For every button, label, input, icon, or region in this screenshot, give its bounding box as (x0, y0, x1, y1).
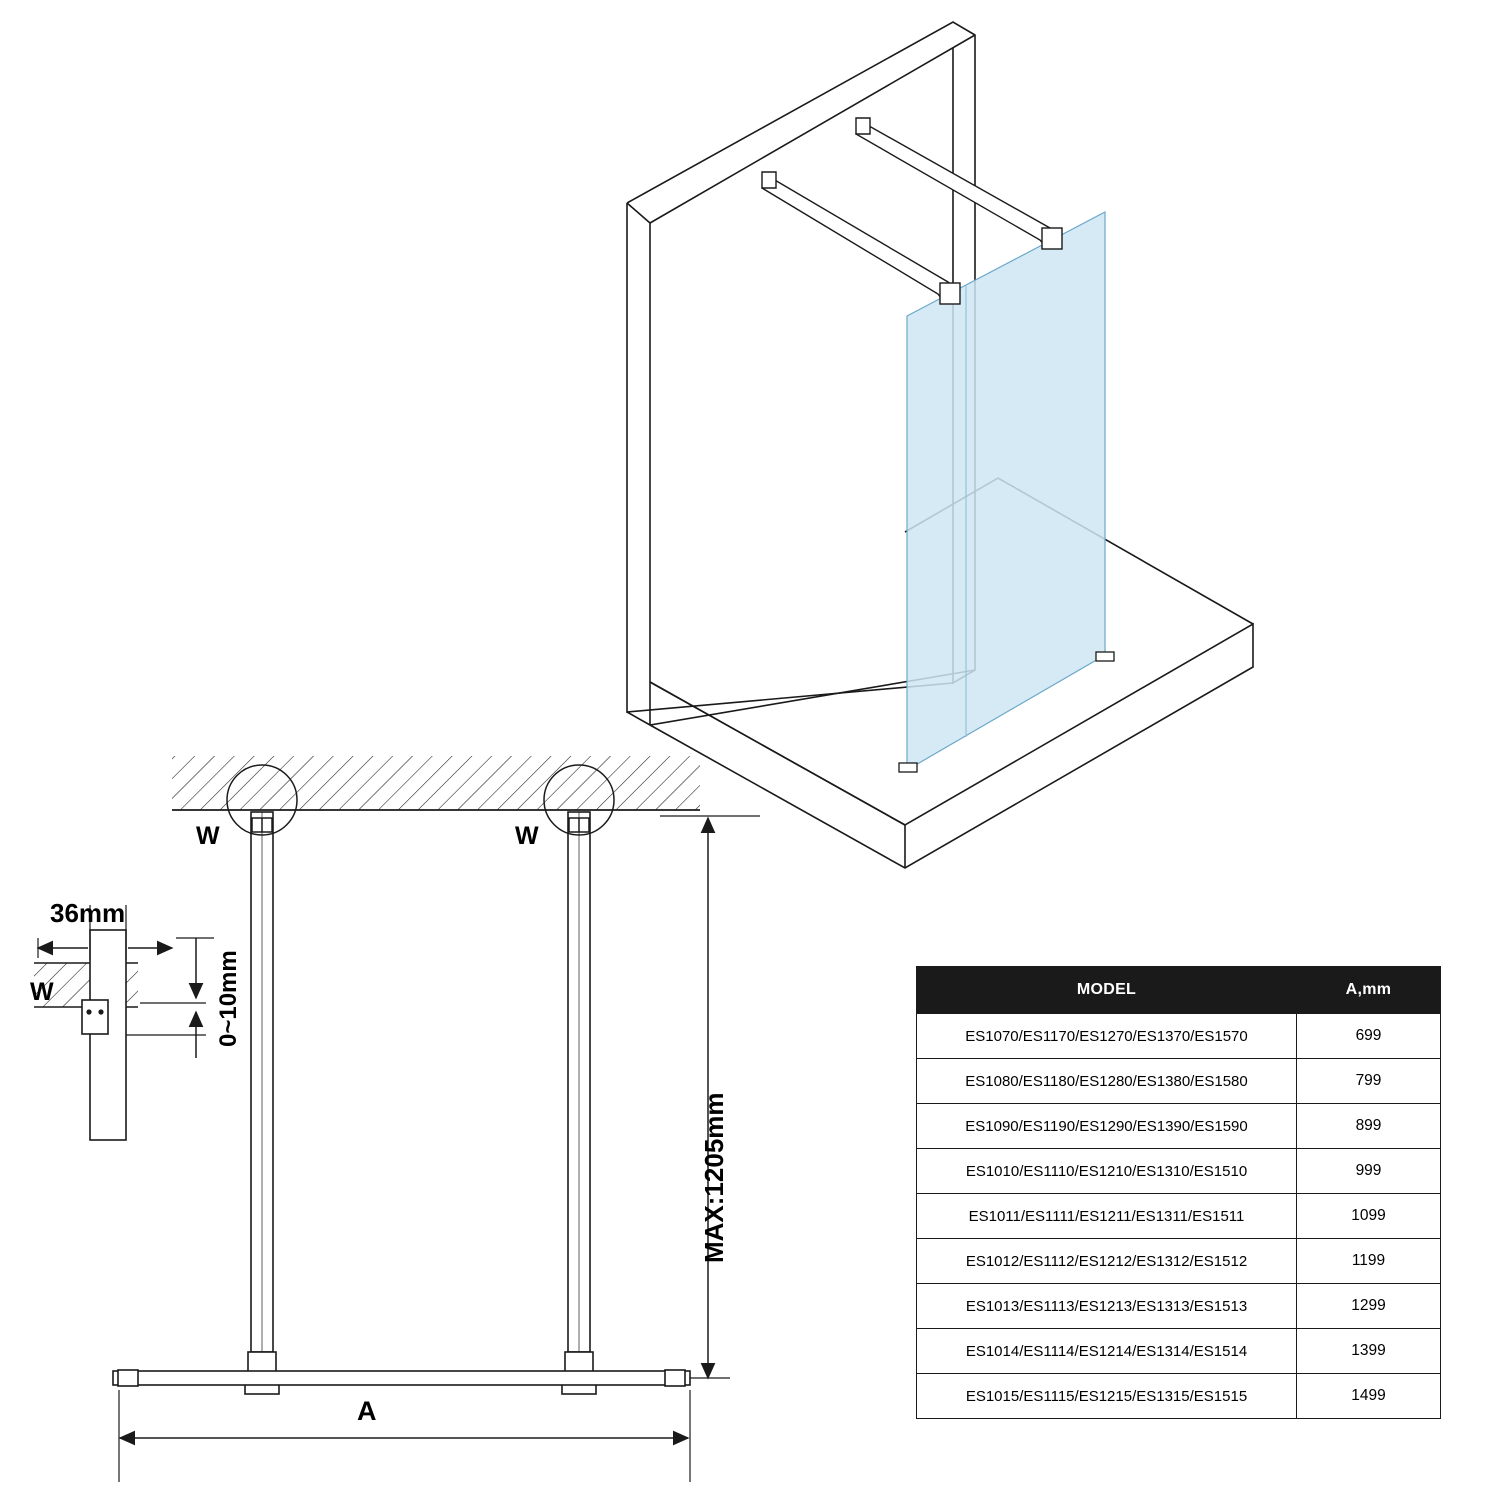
front-elevation-view (113, 756, 760, 1482)
label-wall-mount-detail: W (30, 978, 54, 1006)
label-36mm: 36mm (50, 898, 126, 928)
vertical-bar-left (245, 812, 279, 1394)
column-header-model: MODEL (917, 967, 1297, 1014)
cell-a: 899 (1297, 1104, 1441, 1149)
side-detail-view (34, 905, 214, 1140)
table-row (917, 1059, 1441, 1104)
glass-bottom-rail (113, 1370, 690, 1386)
cell-a: 699 (1297, 1014, 1441, 1059)
cell-a: 1499 (1297, 1374, 1441, 1419)
ceiling-hatch (172, 756, 700, 810)
table-row (917, 1149, 1441, 1194)
cell-model: ES1014/ES1114/ES1214/ES1314/ES1514 (917, 1329, 1297, 1374)
table-row (917, 1194, 1441, 1239)
label-wall-mount-right: W (515, 822, 539, 850)
label-wall-mount-left: W (196, 822, 220, 850)
cell-a: 1099 (1297, 1194, 1441, 1239)
label-max-height: MAX:1205mm (699, 1092, 729, 1263)
cell-model: ES1015/ES1115/ES1215/ES1315/ES1515 (917, 1374, 1297, 1419)
dimension-gap (126, 938, 214, 1058)
support-bar-lower (762, 172, 960, 304)
cell-a: 799 (1297, 1059, 1441, 1104)
table-row (917, 1329, 1441, 1374)
isometric-view (627, 22, 1253, 868)
table-row (917, 1284, 1441, 1329)
vertical-bar-right (562, 812, 596, 1394)
cell-model: ES1010/ES1110/ES1210/ES1310/ES1510 (917, 1149, 1297, 1194)
cell-a: 1399 (1297, 1329, 1441, 1374)
cell-model: ES1090/ES1190/ES1290/ES1390/ES1590 (917, 1104, 1297, 1149)
cell-a: 999 (1297, 1149, 1441, 1194)
support-bar-upper (856, 118, 1062, 249)
cell-model: ES1070/ES1170/ES1270/ES1370/ES1570 (917, 1014, 1297, 1059)
table-row (917, 1014, 1441, 1059)
column-header-a: A,mm (1297, 967, 1441, 1014)
label-dimension-a: A (357, 1396, 377, 1426)
table-row (917, 1239, 1441, 1284)
label-gap-range: 0~10mm (215, 950, 242, 1047)
glass-panel-iso (907, 212, 1105, 770)
table-row (917, 1104, 1441, 1149)
cell-a: 1199 (1297, 1239, 1441, 1284)
model-spec-table (916, 966, 1441, 1419)
dimension-a (119, 1390, 690, 1482)
table-row (917, 1374, 1441, 1419)
table-header-row (917, 967, 1441, 1014)
cell-model: ES1013/ES1113/ES1213/ES1313/ES1513 (917, 1284, 1297, 1329)
cell-model: ES1080/ES1180/ES1280/ES1380/ES1580 (917, 1059, 1297, 1104)
cell-model: ES1012/ES1112/ES1212/ES1312/ES1512 (917, 1239, 1297, 1284)
cell-model: ES1011/ES1111/ES1211/ES1311/ES1511 (917, 1194, 1297, 1239)
cell-a: 1299 (1297, 1284, 1441, 1329)
